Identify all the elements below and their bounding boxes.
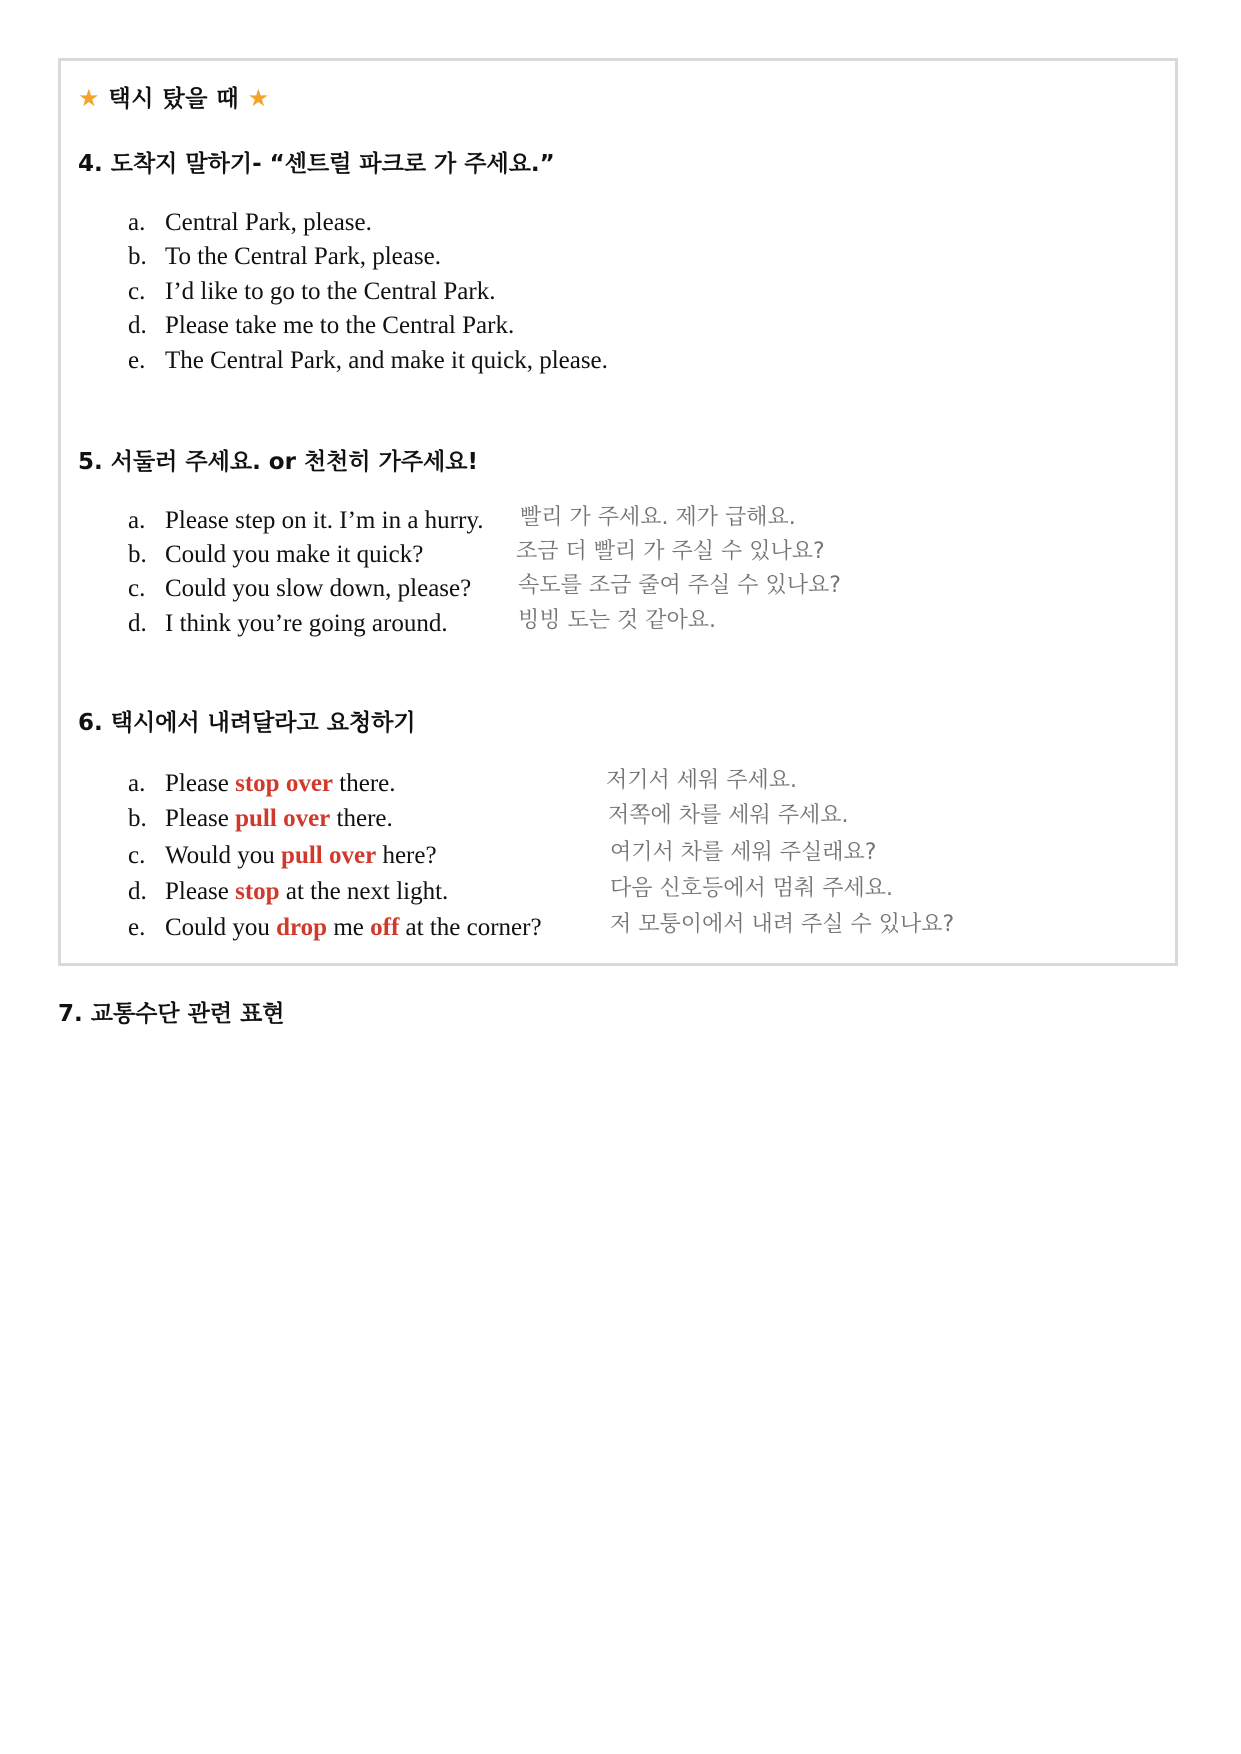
star-icon: ★ — [247, 84, 270, 112]
item-letter: b. — [128, 243, 147, 270]
english-phrase: Please take me to the Central Park. — [165, 312, 515, 339]
section-5-heading: 5. 서둘러 주세요. or 천천히 가주세요! — [78, 449, 478, 475]
english-phrase: I’d like to go to the Central Park. — [165, 278, 496, 305]
english-phrase — [165, 771, 396, 796]
english-phrase: Please step on it. I’m in a hurry. — [165, 507, 484, 534]
highlighted-phrase: pull over — [235, 805, 331, 832]
highlighted-phrase: stop over — [235, 770, 334, 797]
english-phrase — [165, 806, 393, 831]
highlighted-phrase: off — [370, 914, 400, 941]
phrase-text: there. — [330, 805, 393, 832]
item-letter: a. — [128, 507, 146, 534]
section-4-heading: 4. 도착지 말하기- “센트럴 파크로 가 주세요.” — [78, 151, 555, 177]
item-letter: b. — [128, 541, 147, 568]
phrase-text: here? — [376, 842, 437, 869]
section-6-heading: 6. 택시에서 내려달라고 요청하기 — [78, 710, 416, 736]
phrase-text: Would you — [165, 842, 282, 869]
korean-translation: 다음 신호등에서 멈춰 주세요. — [610, 876, 893, 901]
box-title-text: 택시 탔을 때 — [108, 86, 240, 112]
phrase-text: Please — [165, 878, 236, 905]
english-phrase — [165, 843, 437, 868]
item-letter: c. — [128, 575, 146, 602]
phrase-text: there. — [333, 770, 396, 797]
english-phrase: Could you make it quick? — [165, 541, 424, 568]
item-letter: b. — [128, 805, 147, 832]
korean-translation: 저기서 세워 주세요. — [606, 768, 797, 793]
korean-translation: 저쪽에 차를 세워 주세요. — [608, 803, 849, 828]
english-phrase: To the Central Park, please. — [165, 243, 441, 270]
highlighted-phrase: stop — [235, 878, 280, 905]
korean-translation: 속도를 조금 줄여 주실 수 있나요? — [518, 573, 841, 598]
phrase-text: Please — [165, 805, 236, 832]
phrase-text: Please — [165, 770, 236, 797]
phrase-text: at the corner? — [399, 914, 542, 941]
english-phrase — [165, 879, 448, 904]
phrase-text: Could you — [165, 914, 277, 941]
item-letter: e. — [128, 347, 146, 374]
korean-translation: 여기서 차를 세워 주실래요? — [610, 840, 877, 865]
highlighted-phrase: drop — [276, 914, 328, 941]
phrase-text: at the next light. — [279, 878, 449, 905]
english-phrase — [165, 915, 542, 940]
item-letter: d. — [128, 610, 147, 637]
item-letter: c. — [128, 278, 146, 305]
english-phrase: Could you slow down, please? — [165, 575, 472, 602]
korean-translation: 빙빙 도는 것 같아요. — [518, 608, 716, 633]
english-phrase: Central Park, please. — [165, 209, 372, 236]
box-title — [78, 80, 270, 113]
english-phrase: The Central Park, and make it quick, please. — [165, 347, 608, 374]
korean-translation: 조금 더 빨리 가 주실 수 있나요? — [516, 539, 825, 564]
korean-translation: 빨리 가 주세요. 제가 급해요. — [520, 505, 796, 530]
item-letter: d. — [128, 312, 147, 339]
item-letter: c. — [128, 842, 146, 869]
highlighted-phrase: pull over — [281, 842, 377, 869]
korean-translation: 저 모퉁이에서 내려 주실 수 있나요? — [610, 912, 955, 937]
phrase-text: me — [327, 914, 371, 941]
item-letter: a. — [128, 770, 146, 797]
item-letter: a. — [128, 209, 146, 236]
item-letter: d. — [128, 878, 147, 905]
english-phrase: I think you’re going around. — [165, 610, 448, 637]
item-letter: e. — [128, 914, 146, 941]
section-7-heading: 7. 교통수단 관련 표현 — [58, 1001, 285, 1027]
star-icon: ★ — [78, 84, 101, 112]
